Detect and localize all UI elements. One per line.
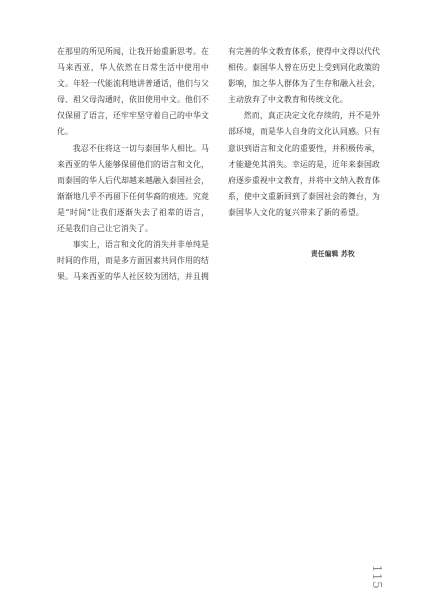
paragraph-left-3: 事实上，语言和文化的消失并非单纯是时间的作用，而是多方面因素共同作用的结果。马来西亚的华人社区较为团结，并且拥	[57, 240, 209, 282]
paragraph-right-1: 有完善的华文教育体系，使得中文得以代代相传。泰国华人曾在历史上受到同化政策的影响，加之华人群体为了生存和融入社会，主动放弃了中文教育和传统文化。	[228, 47, 380, 105]
page-number: 115	[370, 564, 385, 590]
paragraph-left-1: 在那里的所见所闻，让我开始重新思考。在马来西亚，华人依然在日常生活中使用中文。年轻一代能流利地讲普通话，他们与父母、祖父母沟通时，依旧使用中文。他们不仅保留了语言，还牢牢坚守着自己的中华文化。	[57, 47, 209, 137]
paragraph-right-2: 然而，真正决定文化存续的，并不是外部环境，而是华人自身的文化认同感。只有意识到语言和文化的重要性，并积极传承，才能避免其消失。幸运的是，近年来泰国政府逐步重视中文教育，并将中文纳入教育体系，使中文重新回到了泰国社会的舞台，为泰国华人文化的复兴带来了新的希望。	[228, 111, 380, 217]
left-text-column	[57, 44, 209, 285]
editor-credit: 责任编辑 苏牧	[311, 250, 355, 258]
right-text-column	[228, 44, 380, 221]
paragraph-left-2: 我忍不住将这一切与泰国华人相比。马来西亚的华人能够保留他们的语言和文化，而泰国的华人后代却越来越融入泰国社会，渐渐地几乎不再留下任何华裔的痕迹。究竟是“时间”让我们逐渐失去了祖辈的语言，还是我们自己让它消失了。	[57, 143, 209, 234]
